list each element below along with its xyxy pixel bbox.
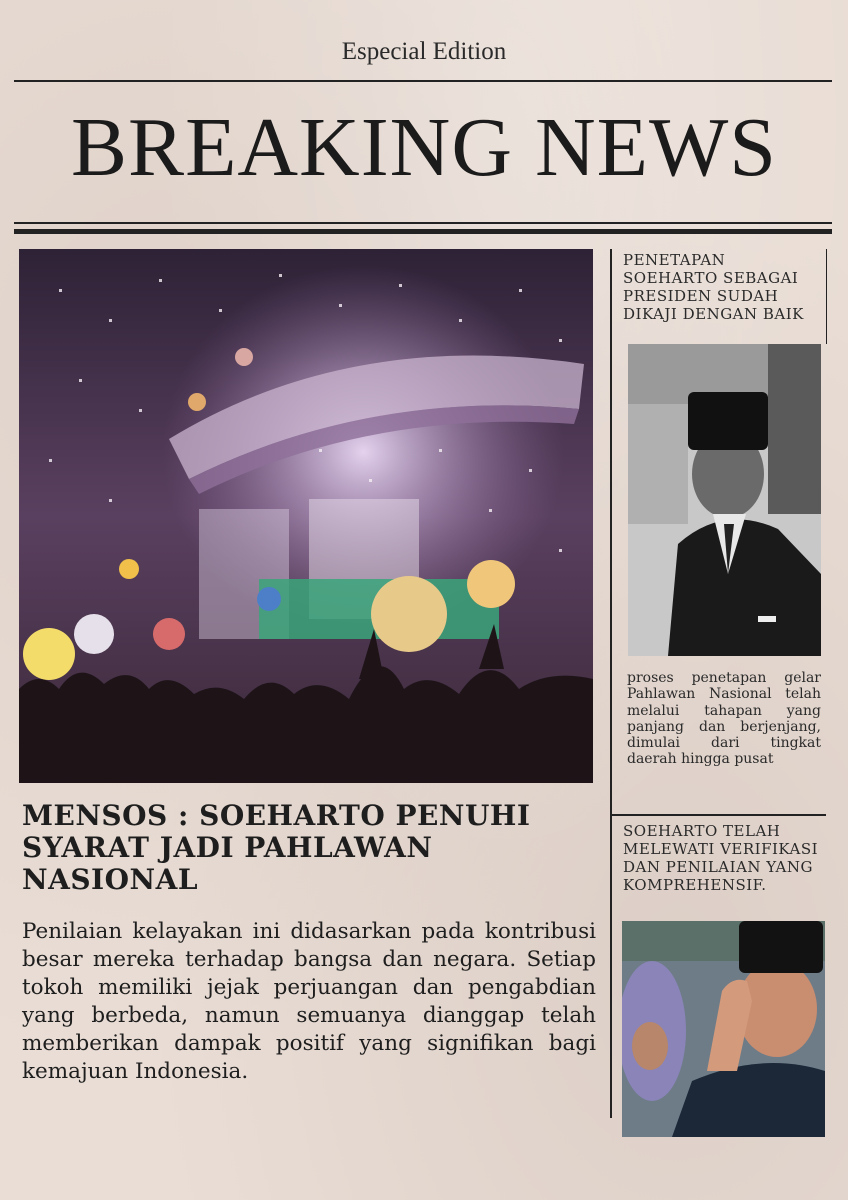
- right-edge-line: [826, 249, 827, 344]
- sidebar-divider: [612, 814, 826, 816]
- soeharto-portrait-photo: [628, 344, 821, 656]
- main-concert-photo: [19, 249, 593, 783]
- edition-label: Especial Edition: [341, 38, 507, 65]
- column-divider: [610, 249, 612, 1118]
- header-top-rule: [14, 80, 832, 82]
- header-bottom-rule-thick: [14, 229, 832, 234]
- header-bottom-rule-thin: [14, 222, 832, 224]
- article-headline: MENSOS : SOEHARTO PENUHI SYARAT JADI PAHLAWAN NASIONAL: [22, 799, 531, 896]
- sidebar-caption-middle: proses penetapan gelar Pahlawan Nasional telah melalui tahapan yang panjang dan berjenjang, dimulai dari tingkat daerah hingga pusat: [627, 670, 821, 768]
- soeharto-salute-photo: [622, 921, 825, 1137]
- page-title: BREAKING NEWS: [71, 101, 777, 194]
- sidebar-caption-bottom: SOEHARTO TELAH MELEWATI VERIFIKASI DAN PENILAIAN YANG KOMPREHENSIF.: [623, 822, 819, 894]
- sidebar-caption-top: PENETAPAN SOEHARTO SEBAGAI PRESIDEN SUDAH DIKAJI DENGAN BAIK: [623, 251, 804, 323]
- article-body: Penilaian kelayakan ini didasarkan pada kontribusi besar mereka terhadap bangsa dan negara. Setiap tokoh memiliki jejak perjuangan dan pengabdian yang berbeda, namun semuanya dianggap telah memberikan dampak positif yang signifikan bagi kemajuan Indonesia.: [22, 919, 596, 1084]
